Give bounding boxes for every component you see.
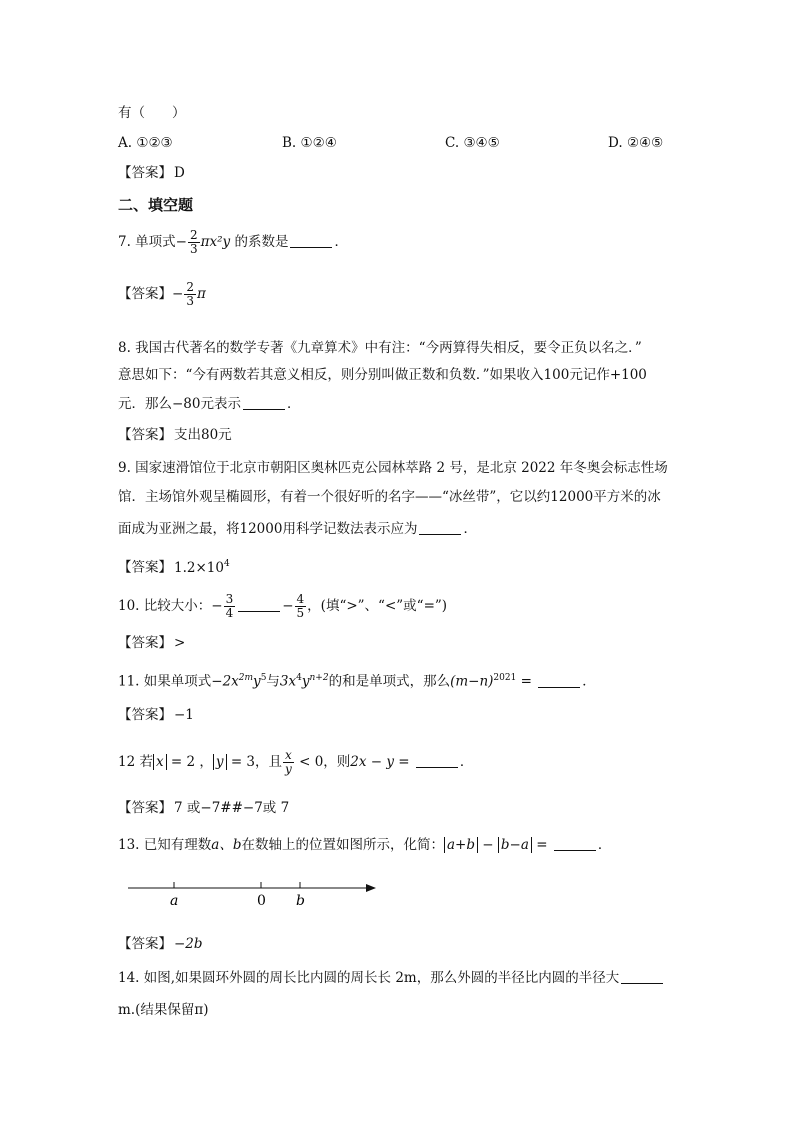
q11-blank <box>538 673 580 688</box>
q9-answer: 【答案】 $1.2\times 10^4$ <box>118 559 230 576</box>
label-0: 0 <box>257 893 266 909</box>
q13-blank <box>554 836 596 851</box>
q10-answer: 【答案】 > <box>118 635 186 651</box>
q6-tail: 有（ ） <box>118 105 186 121</box>
q14-line2: m.(结果保留π) <box>118 1002 209 1018</box>
q8-line1: 8. 我国古代著名的数学专著《九章算术》中有注：“今两算得失相反，要令正负以名之．” <box>118 340 642 356</box>
number-line-arrow <box>366 884 376 892</box>
q12-fraction: $\frac{x}{y}$ <box>285 748 292 776</box>
q7-answer: 【答案】− $\frac{2}{3}$ π <box>118 280 206 308</box>
q7: 7. 单项式− $\frac{2}{3}$ πx²y 的系数是 ． <box>118 228 348 256</box>
q6-answer: 【答案】 D <box>118 165 185 181</box>
q8-line2: 意思如下：“今有两数若其意义相反，则分别叫做正数和负数．”如果收入100元记作+100 <box>118 367 647 383</box>
q9-line3: 面成为亚洲之最，将12000用科学记数法表示应为 ． <box>118 521 477 537</box>
q11: 11. 如果单项式$-2x^{2m}y^5$与$3x^4y^{n+2}$的和是单项式，那么$(m-n)^{2021}$ = ． <box>118 673 596 690</box>
q14-blank <box>621 969 663 984</box>
q11-answer: 【答案】 −1 <box>118 707 194 723</box>
q12-answer: 【答案】 7 或−7##−7或 7 <box>118 800 290 816</box>
q8-answer: 【答案】 支出80元 <box>118 427 232 443</box>
q7-answer-fraction: $\frac{2}{3}$ <box>186 280 194 308</box>
option-b: B. ①②④ <box>282 135 337 151</box>
q8-blank <box>243 395 285 410</box>
q6-options <box>118 133 678 153</box>
q14-line1: 14. 如图,如果圆环外圆的周长比内圆的周长长 2m，那么外圆的半径比内圆的半径大 <box>118 968 665 988</box>
option-d: D. ②④⑤ <box>608 135 664 151</box>
q13: 13. 已知有理数a、b在数轴上的位置如图所示，化简： a+b − b−a = ． <box>118 837 612 853</box>
q7-fraction: $\frac{2}{3}$ <box>189 228 198 256</box>
section-title: 二、填空题 <box>118 196 194 214</box>
q12-blank <box>416 753 458 768</box>
q9-blank <box>419 520 461 535</box>
q9-line2: 馆．主场馆外观呈椭圆形，有着一个很好听的名字——“冰丝带”，它以约12000平方米的冰 <box>118 489 661 505</box>
option-a: A. ①②③ <box>118 135 173 151</box>
q10-fraction-2: $\frac{4}{5}$ <box>296 592 305 620</box>
q12: 12 若 x = 2 ， y = 3，且 $\frac{x}{y}$ < 0，则2x − y = ． <box>118 748 474 776</box>
q10-fraction-1: $\frac{3}{4}$ <box>225 592 234 620</box>
q10: 10. 比较大小：− $\frac{3}{4}$ − $\frac{4}{5}$ ，(填“>”、“<”或“=”) <box>118 592 448 620</box>
option-c: C. ③④⑤ <box>445 135 500 151</box>
q10-blank <box>238 597 280 612</box>
q7-blank <box>290 233 332 248</box>
number-line <box>128 878 388 918</box>
label-a: a <box>170 893 179 909</box>
q9-line1: 9. 国家速滑馆位于北京市朝阳区奥林匹克公园林萃路 2 号，是北京 2022 年冬奥会标志性场 <box>118 460 668 476</box>
q13-answer: 【答案】 −2b <box>118 936 203 952</box>
label-b: b <box>296 893 305 909</box>
q8-line3: 元．那么−80元表示 ． <box>118 396 301 412</box>
